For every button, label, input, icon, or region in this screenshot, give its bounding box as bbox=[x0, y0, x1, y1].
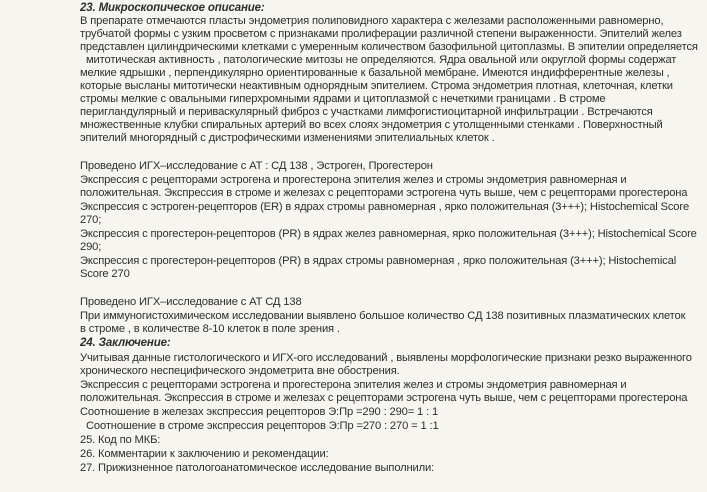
text-line: Score 270 bbox=[80, 268, 130, 280]
item-25-icd-code: 25. Код по МКБ: bbox=[80, 434, 161, 446]
text-line: митотическая активность , патологические митозы не определяются. Ядра овальной или округлой формы содержат bbox=[86, 54, 677, 66]
text-line: При иммуногистохимическом исследовании выявлено большое количество СД 138 позитивных плазматических клеток bbox=[80, 310, 686, 322]
section-24-heading: 24. Заключение: bbox=[80, 337, 171, 349]
item-26-comments: 26. Комментарии к заключению и рекомендации: bbox=[80, 448, 329, 460]
text-line: Экспрессия с прогестерон-рецепторов (PR) в ядрах стромы равномерная , ярко положительная (3+++); Histochemical bbox=[80, 255, 677, 267]
text-line: множественные клубки спиральных артерий во всех слоях эндометрия с утолщенными стенками . Поверхностный bbox=[80, 119, 663, 131]
text-line: перигландулярный и периваскулярный фиброз с участками лимфогистиоцитарной инфильтрации . Встречаются bbox=[80, 106, 653, 118]
text-line: Учитывая данные гистологического и ИГХ-ого исследований , выявлены морфологические признаки резко выраженного bbox=[80, 352, 692, 364]
ratio-stroma: Соотношение в строме экспрессия рецепторов Э:Пр =270 : 270 = 1 :1 bbox=[86, 420, 439, 432]
text-line: Экспрессия с прогестерон-рецепторов (PR) в ядрах желез равномерная, ярко положительная (3+++); Histochemical Score bbox=[80, 228, 697, 240]
item-27-performed-by: 27. Прижизненное патологоанатомическое исследование выполнили: bbox=[80, 462, 435, 474]
text-line: эпителий многорядный с дистрофическими изменениями эпителиальных клеток . bbox=[80, 132, 495, 144]
text-line: трубчатой формы с узким просветом с признаками пролиферации различной степени выраженности. Эпителий желез bbox=[80, 28, 682, 40]
ratio-glands: Соотношение в железах экспрессия рецепторов Э:Пр =290 : 290= 1 : 1 bbox=[80, 406, 439, 418]
text-line: положительная. Экспрессия в строме и железах с рецепторами эстрогена чуть выше, чем с рецепторами прогестерона bbox=[80, 392, 688, 404]
text-line: 270; bbox=[80, 214, 102, 226]
text-line: мелкие ядрышки , перпендикулярно ориентированные к базальной мембране. Имеются индифферентные железы , bbox=[80, 67, 670, 79]
text-line: положительная. Экспрессия в строме и железах с рецепторами эстрогена чуть выше, чем с рецепторами прогестерона bbox=[80, 187, 688, 199]
ihc-1-title: Проведено ИГХ–исследование с АТ : СД 138 , Эстроген, Прогестерон bbox=[80, 160, 433, 172]
text-line: которые выcланы митотически неактивным однорядным эпителием. Строма эндометрия плотная, клеточная, клетки bbox=[80, 80, 673, 92]
text-line: Экспрессия с эстроген-рецепторов (ER) в ядрах стромы равномерная , ярко положительная (3+++); Histochemical Score bbox=[80, 201, 690, 213]
text-line: 290; bbox=[80, 241, 102, 253]
text-line: в строме , в количестве 8-10 клеток в поле зрения . bbox=[80, 323, 340, 335]
text-line: Экспрессия с рецепторами эстрогена и прогестерона эпителия желез и стромы эндометрия равномерная и bbox=[80, 174, 627, 186]
text-line: представлен цилиндрическими клетками с умеренным количеством базофильной цитоплазмы. В эпителии определяется bbox=[80, 41, 698, 53]
ihc-2-title: Проведено ИГХ–исследование с АТ СД 138 bbox=[80, 296, 302, 308]
text-line: В препарате отмечаются пласты эндометрия полиповидного характера с железами расположенными равномерно, bbox=[80, 15, 664, 27]
section-23-heading: 23. Микроскопическое описание: bbox=[80, 2, 265, 14]
text-line: хронического неспецифического эндометрита вне обострения. bbox=[80, 365, 400, 377]
text-line: Экспрессия с рецепторами эстрогена и прогестерона эпителия желез и стромы эндометрия равномерная и bbox=[80, 379, 627, 391]
text-line: стромы мелкие с овальными гиперхромными ядрами и цитоплазмой с нечеткими границами . В строме bbox=[80, 93, 606, 105]
